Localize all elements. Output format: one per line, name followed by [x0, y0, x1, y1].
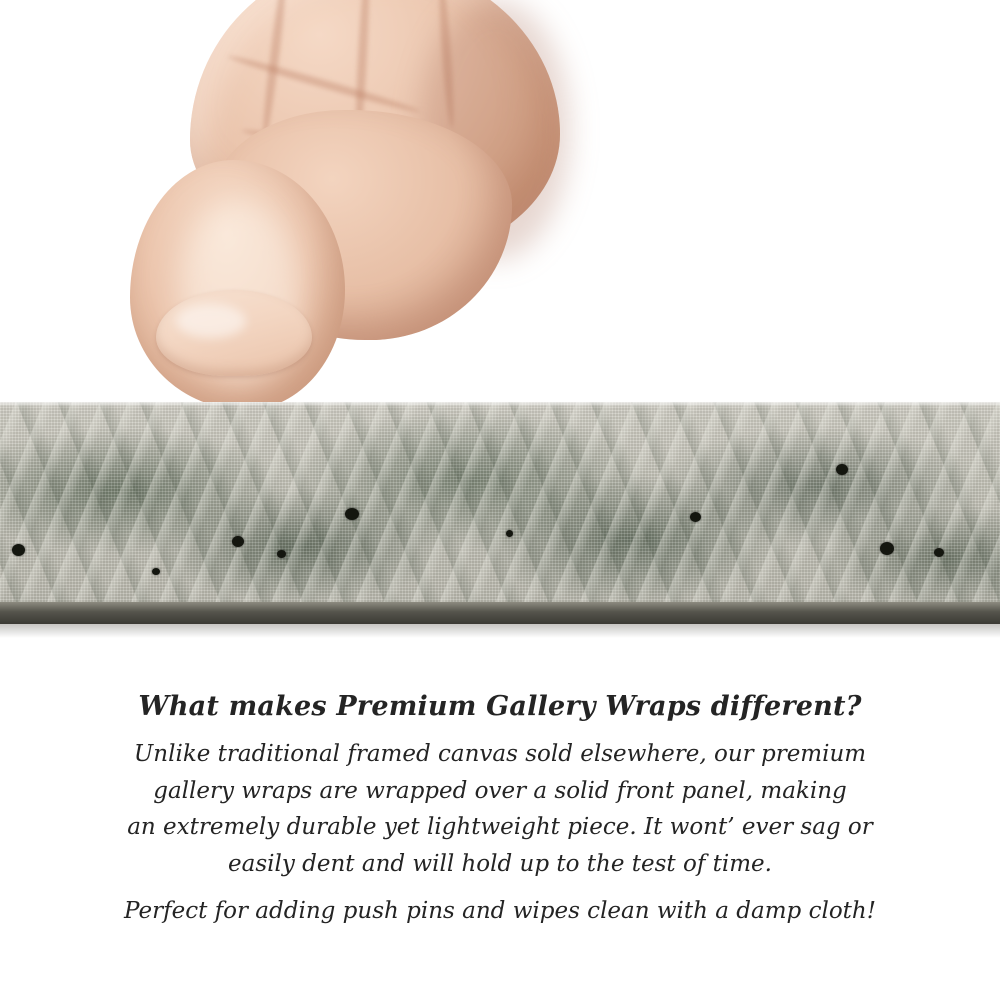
- art-speck: [12, 544, 25, 556]
- art-speck: [345, 508, 359, 520]
- canvas-drop-shadow: [0, 624, 1000, 638]
- art-speck: [152, 568, 160, 575]
- caption-line: Unlike traditional framed canvas sold elsewhere, our premium: [133, 740, 867, 767]
- art-speck: [277, 550, 286, 558]
- canvas-top-highlight: [0, 402, 1000, 407]
- art-speck: [836, 464, 848, 475]
- hand-illustration: [120, 0, 560, 430]
- art-speck: [232, 536, 244, 547]
- caption-block: [0, 690, 1000, 930]
- canvas-distress-texture: [0, 402, 1000, 624]
- caption-line: easily dent and will hold up to the test of time.: [228, 851, 772, 878]
- caption-line: gallery wraps are wrapped over a solid front panel, making: [153, 777, 847, 804]
- canvas-wrap-edge: [0, 402, 1000, 624]
- fingernail-highlight: [176, 304, 246, 338]
- art-speck: [690, 512, 701, 522]
- caption-line: an extremely durable yet lightweight piece. It wont’ ever sag or: [127, 814, 873, 841]
- art-speck: [506, 530, 513, 537]
- canvas-side-edge: [0, 602, 1000, 624]
- caption-final-line: Perfect for adding push pins and wipes clean with a damp cloth!: [124, 897, 876, 924]
- caption-heading: What makes Premium Gallery Wraps different?: [138, 691, 862, 722]
- art-speck: [934, 548, 944, 557]
- art-speck: [880, 542, 894, 555]
- caption-body: [0, 736, 1000, 883]
